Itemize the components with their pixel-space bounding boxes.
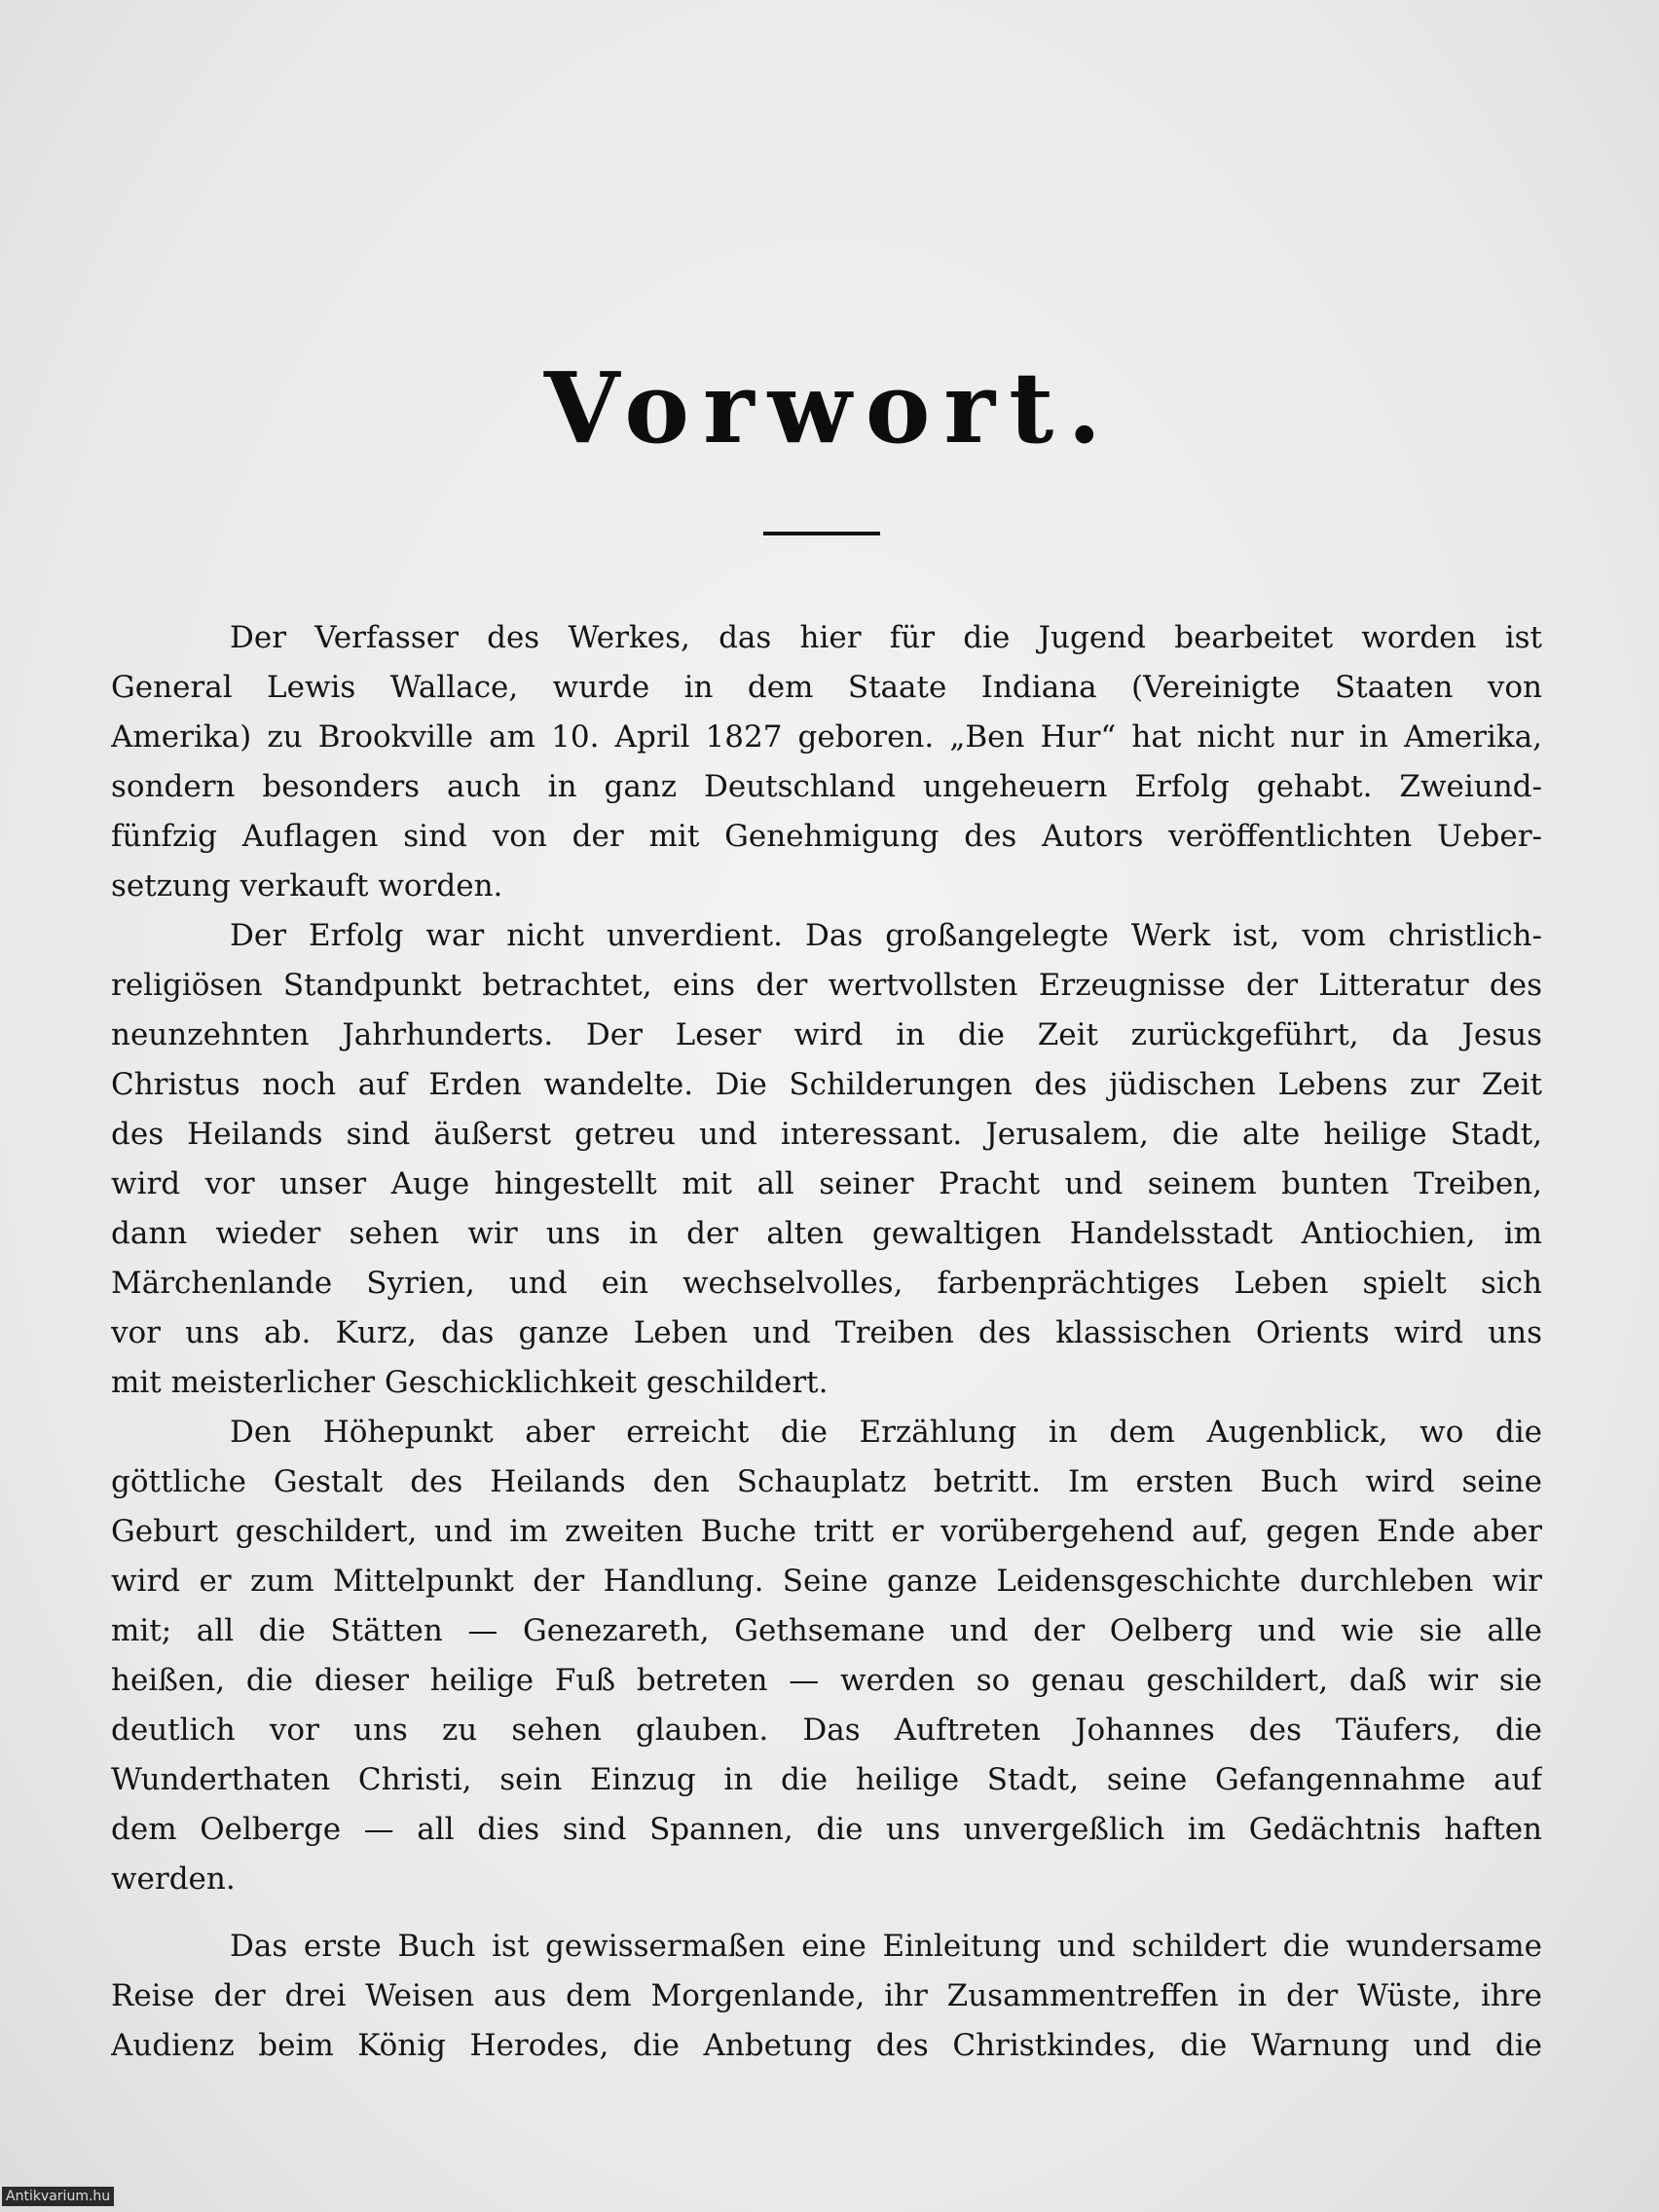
text-line: fünfzig Auflagen sind von der mit Genehmigung des Autors veröffentlichten Ueber- [111,819,1542,854]
paragraph [111,1922,1542,2071]
text-line: vor uns ab. Kurz, das ganze Leben und Treiben des klassischen Orients wird uns [111,1315,1542,1350]
paragraph [111,613,1542,911]
paragraph [111,1408,1542,1904]
text-line: Wunderthaten Christi, sein Einzug in die heilige Stadt, seine Gefangennahme auf [111,1762,1542,1797]
text-line: des Heilands sind äußerst getreu und interessant. Jerusalem, die alte heilige Stadt, [111,1117,1542,1152]
text-body [111,613,1542,2071]
text-line: Der Verfasser des Werkes, das hier für die Jugend bearbeitet worden ist [230,620,1542,655]
text-line: Märchenlande Syrien, und ein wechselvolles, farbenprächtiges Leben spielt sich [111,1266,1542,1301]
text-line: werden. [111,1862,236,1897]
text-line: religiösen Standpunkt betrachtet, eins der wertvollsten Erzeugnisse der Litteratur des [111,968,1542,1003]
paragraph-gap [111,1904,1542,1922]
text-line: sondern besonders auch in ganz Deutschland ungeheuern Erfolg gehabt. Zweiund- [111,769,1542,804]
text-line: Christus noch auf Erden wandelte. Die Schilderungen des jüdischen Lebens zur Zeit [111,1067,1542,1102]
text-line: Audienz beim König Herodes, die Anbetung des Christkindes, die Warnung und die [111,2028,1542,2063]
text-line: Das erste Buch ist gewissermaßen eine Einleitung und schildert die wundersame [230,1929,1542,1964]
watermark: Antikvarium.hu [2,2187,114,2206]
text-line: Reise der drei Weisen aus dem Morgenlande, ihr Zusammentreffen in der Wüste, ihre [111,1978,1542,2013]
text-line: heißen, die dieser heilige Fuß betreten — werden so genau geschildert, daß wir sie [111,1663,1542,1698]
paragraph [111,911,1542,1408]
text-line: dem Oelberge — all dies sind Spannen, die uns unvergeßlich im Gedächtnis haften [111,1812,1542,1847]
title-divider [763,532,880,535]
text-line: mit meisterlicher Geschicklichkeit geschildert. [111,1365,829,1400]
text-line: setzung verkauft worden. [111,868,503,903]
page-title: Vorwort. [543,350,1116,465]
text-line: wird vor unser Auge hingestellt mit all seiner Pracht und seinem bunten Treiben, [111,1166,1542,1201]
text-line: dann wieder sehen wir uns in der alten gewaltigen Handelsstadt Antiochien, im [111,1216,1542,1251]
text-line: mit; all die Stätten — Genezareth, Gethsemane und der Oelberg und wie sie alle [111,1613,1542,1648]
text-line: Den Höhepunkt aber erreicht die Erzählung in dem Augenblick, wo die [230,1415,1542,1450]
text-line: deutlich vor uns zu sehen glauben. Das Auftreten Johannes des Täufers, die [111,1713,1542,1748]
text-line: göttliche Gestalt des Heilands den Schauplatz betritt. Im ersten Buch wird seine [111,1464,1542,1499]
text-line: General Lewis Wallace, wurde in dem Staate Indiana (Vereinigte Staaten von [111,670,1542,705]
text-line: Der Erfolg war nicht unverdient. Das großangelegte Werk ist, vom christlich- [230,918,1542,953]
text-line: neunzehnten Jahrhunderts. Der Leser wird in die Zeit zurückgeführt, da Jesus [111,1017,1542,1052]
text-line: wird er zum Mittelpunkt der Handlung. Seine ganze Leidensgeschichte durchleben wir [111,1564,1542,1599]
text-line: Geburt geschildert, und im zweiten Buche tritt er vorübergehend auf, gegen Ende aber [111,1514,1542,1549]
text-line: Amerika) zu Brookville am 10. April 1827 geboren. „Ben Hur“ hat nicht nur in Amerika, [111,719,1542,755]
